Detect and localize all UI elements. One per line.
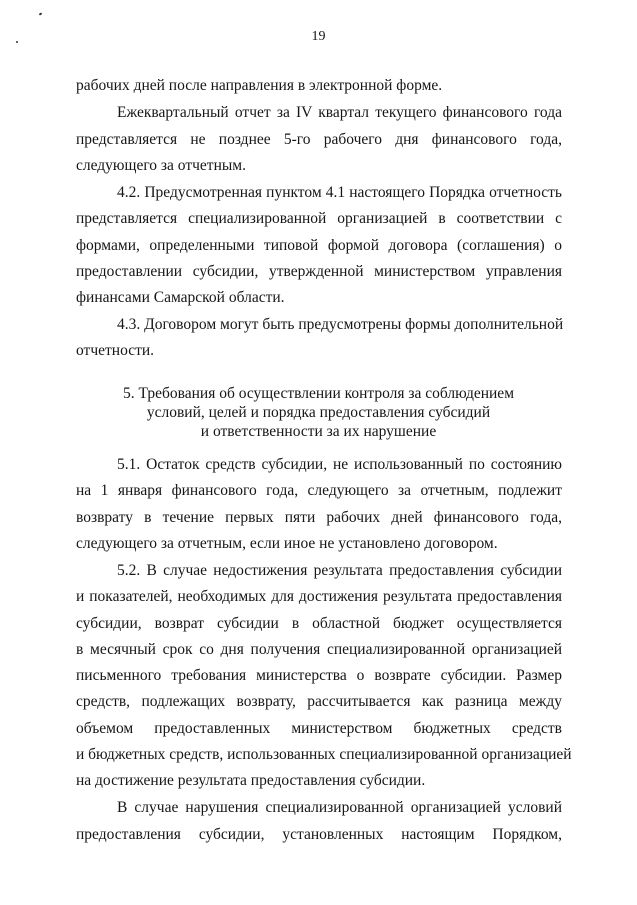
page-number: 19 (311, 29, 326, 44)
text-line: представляется не позднее 5-го рабочего дня финансового года, (76, 131, 562, 148)
text-line: 4.3. Договором могут быть предусмотрены формы дополнительной (117, 316, 564, 333)
text-line: возврату в течение первых пяти рабочих дней финансового года, (76, 509, 562, 526)
section-heading: условий, целей и порядка предоставления субсидий (146, 404, 491, 421)
text-line: 4.2. Предусмотренная пунктом 4.1 настоящего Порядка отчетность (117, 184, 562, 201)
text-line: формами, определенными типовой формой договора (соглашения) о (76, 237, 562, 254)
text-line: следующего за отчетным, если иное не установлено договором. (76, 535, 498, 552)
text-line: предоставлении субсидии, утвержденной министерством управления (76, 263, 562, 280)
text-line: на 1 января финансового года, следующего за отчетным, подлежит (76, 482, 562, 499)
text-line: Ежеквартальный отчет за IV квартал текущего финансового года (117, 104, 562, 121)
text-line: 5.2. В случае недостижения результата предоставления субсидии (117, 562, 562, 579)
text-line: следующего за отчетным. (76, 157, 246, 174)
text-line: письменного требования министерства о возврате субсидии. Размер (76, 667, 562, 684)
text-line: объемом предоставленных министерством бюджетных средств (76, 720, 562, 737)
text-line: в месячный срок со дня получения специализированной организацией (76, 641, 562, 658)
text-line: и бюджетных средств, использованных специализированной организацией (76, 746, 572, 763)
text-line: рабочих дней после направления в электронной форме. (76, 77, 443, 94)
text-line: средств, подлежащих возврату, рассчитывается как разница между (76, 693, 562, 710)
text-line: отчетности. (76, 342, 155, 359)
text-line: представляется специализированной организацией в соответствии с (76, 210, 562, 227)
text-line: и показателей, необходимых для достижения результата предоставления (76, 588, 562, 605)
text-line: субсидии, возврат субсидии в областной бюджет осуществляется (76, 615, 562, 632)
text-line: предоставления субсидии, установленных настоящим Порядком, (76, 826, 562, 843)
text-line: финансами Самарской области. (76, 289, 285, 306)
section-heading: и ответственности за их нарушение (200, 423, 437, 440)
text-line: на достижение результата предоставления субсидии. (76, 772, 426, 789)
text-line: 5.1. Остаток средств субсидии, не использованный по состоянию (117, 456, 562, 473)
section-heading: 5. Требования об осуществлении контроля за соблюдением (122, 385, 514, 402)
text-line: В случае нарушения специализированной организацией условий (117, 799, 562, 816)
scan-speck (39, 12, 43, 15)
